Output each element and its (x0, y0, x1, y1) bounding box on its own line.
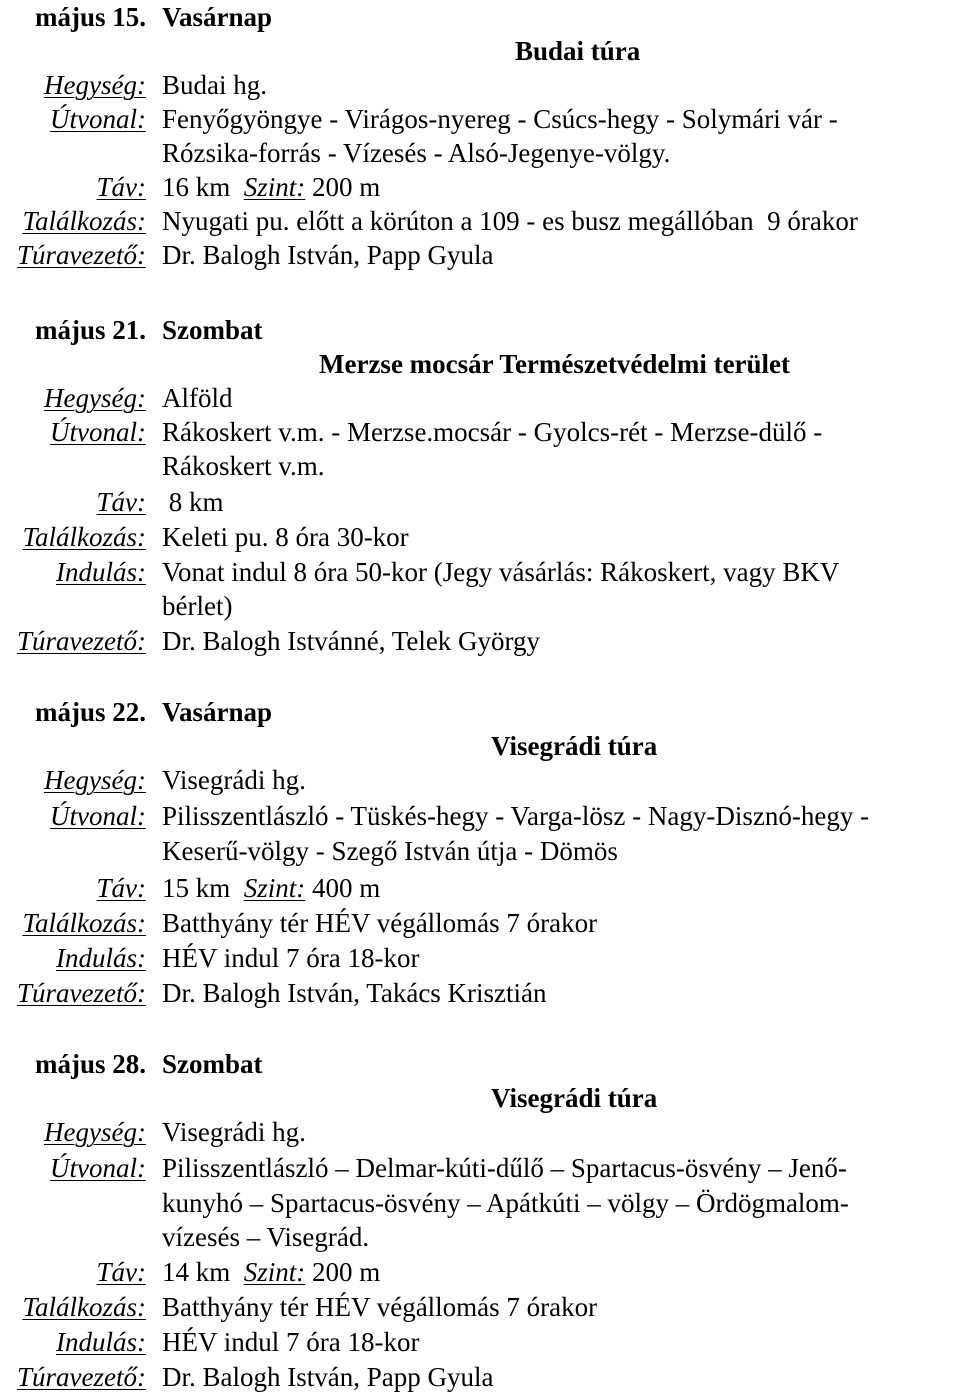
utvonal-line: Pilisszentlászló – Delmar-kúti-dűlő – Spartacus-ösvény – Jenő- (162, 1153, 847, 1183)
tav-label: Táv: (96, 487, 146, 517)
event-date: május 28. (34, 1049, 146, 1079)
event-title: Merzse mocsár Természetvédelmi terület (319, 349, 791, 379)
turavezeto-row (0, 1360, 960, 1394)
event-date: május 15. (34, 2, 146, 32)
turavezeto-row (0, 624, 960, 658)
utvonal-label: Útvonal: (50, 1153, 146, 1183)
talalkozas-row (0, 906, 960, 940)
event-date-row (0, 695, 960, 729)
hegyseg-value: Alföld (162, 383, 233, 413)
talalkozas-row (0, 204, 960, 238)
indulas-row (0, 941, 960, 975)
event-title-row (0, 347, 960, 381)
event-date-row (0, 313, 960, 347)
szint-value: 200 m (312, 1257, 381, 1287)
turavezeto-value: Dr. Balogh István, Papp Gyula (162, 1362, 494, 1392)
event-date: május 21. (34, 315, 146, 345)
tav-label: Táv: (96, 172, 146, 202)
event-date-row (0, 1047, 960, 1081)
utvonal-row-cont (0, 449, 960, 483)
turavezeto-label: Túravezető: (17, 626, 146, 656)
utvonal-row (0, 415, 960, 449)
szint-value: 200 m (312, 172, 381, 202)
talalkozas-label: Találkozás: (22, 522, 146, 552)
tav-value: 15 km (162, 873, 231, 903)
talalkozas-value: Keleti pu. 8 óra 30-kor (162, 522, 409, 552)
turavezeto-value: Dr. Balogh Istvánné, Telek György (162, 626, 541, 656)
tav-szint-values (162, 1255, 380, 1289)
tav-row (0, 485, 960, 519)
turavezeto-label: Túravezető: (17, 1362, 146, 1392)
szint-label: Szint: (243, 1257, 306, 1287)
event-title: Visegrádi túra (491, 731, 658, 761)
indulas-row-cont (0, 589, 960, 623)
szint-label: Szint: (243, 172, 306, 202)
turavezeto-value: Dr. Balogh István, Papp Gyula (162, 240, 494, 270)
utvonal-row (0, 1151, 960, 1185)
hegyseg-label: Hegység: (44, 1117, 146, 1147)
szint-value: 400 m (312, 873, 381, 903)
talalkozas-label: Találkozás: (22, 206, 146, 236)
hegyseg-row (0, 763, 960, 797)
hegyseg-row (0, 68, 960, 102)
turavezeto-label: Túravezető: (17, 978, 146, 1008)
turavezeto-row (0, 976, 960, 1010)
indulas-line: bérlet) (162, 591, 233, 621)
event-title-row (0, 34, 960, 68)
talalkozas-label: Találkozás: (22, 1292, 146, 1322)
tav-row (0, 170, 960, 204)
utvonal-row-cont (0, 136, 960, 170)
szint-label: Szint: (243, 873, 306, 903)
utvonal-line: kunyhó – Spartacus-ösvény – Apátkúti – völgy – Ördögmalom- (162, 1188, 849, 1218)
tav-value: 16 km (162, 172, 231, 202)
hegyseg-label: Hegység: (44, 383, 146, 413)
indulas-row (0, 555, 960, 589)
talalkozas-row (0, 1290, 960, 1324)
indulas-label: Indulás: (56, 943, 146, 973)
event-title: Budai túra (515, 36, 641, 66)
hegyseg-value: Visegrádi hg. (162, 765, 306, 795)
event-day: Vasárnap (162, 697, 273, 727)
utvonal-row-cont (0, 1220, 960, 1254)
tav-label: Táv: (96, 1257, 146, 1287)
talalkozas-row (0, 520, 960, 554)
utvonal-row (0, 799, 960, 833)
hegyseg-value: Budai hg. (162, 70, 267, 100)
turavezeto-value: Dr. Balogh István, Takács Krisztián (162, 978, 547, 1008)
indulas-line: Vonat indul 8 óra 50-kor (Jegy vásárlás: Rákoskert, vagy BKV (162, 557, 840, 587)
indulas-row (0, 1325, 960, 1359)
event-date-row (0, 0, 960, 34)
tav-row (0, 871, 960, 905)
turavezeto-row (0, 238, 960, 272)
utvonal-line: Rózsika-forrás - Vízesés - Alsó-Jegenye-völgy. (162, 138, 671, 168)
indulas-line: HÉV indul 7 óra 18-kor (162, 1327, 420, 1357)
tav-value: 8 km (162, 487, 224, 517)
utvonal-line: Pilisszentlászló - Tüskés-hegy - Varga-lösz - Nagy-Disznó-hegy - (162, 801, 870, 831)
event-day: Szombat (162, 315, 263, 345)
talalkozas-value: Nyugati pu. előtt a körúton a 109 - es busz megállóban 9 órakor (162, 206, 858, 236)
tav-szint-values (162, 871, 380, 905)
utvonal-line: Fenyőgyöngye - Virágos-nyereg - Csúcs-hegy - Solymári vár - (162, 104, 838, 134)
utvonal-label: Útvonal: (50, 104, 146, 134)
tav-row (0, 1255, 960, 1289)
utvonal-label: Útvonal: (50, 417, 146, 447)
talalkozas-label: Találkozás: (22, 908, 146, 938)
event-day: Vasárnap (162, 2, 273, 32)
event-date: május 22. (34, 697, 146, 727)
event-title-row (0, 1081, 960, 1115)
indulas-label: Indulás: (56, 557, 146, 587)
hegyseg-value: Visegrádi hg. (162, 1117, 306, 1147)
utvonal-line: Keserű-völgy - Szegő István útja - Dömös (162, 836, 618, 866)
hegyseg-label: Hegység: (44, 70, 146, 100)
hegyseg-label: Hegység: (44, 765, 146, 795)
utvonal-row-cont (0, 1186, 960, 1220)
utvonal-line: Rákoskert v.m. - Merzse.mocsár - Gyolcs-rét - Merzse-dülő - (162, 417, 823, 447)
event-day: Szombat (162, 1049, 263, 1079)
event-title-row (0, 729, 960, 763)
hegyseg-row (0, 381, 960, 415)
talalkozas-value: Batthyány tér HÉV végállomás 7 órakor (162, 908, 598, 938)
utvonal-line: Rákoskert v.m. (162, 451, 325, 481)
utvonal-row-cont (0, 834, 960, 868)
indulas-label: Indulás: (56, 1327, 146, 1357)
hegyseg-row (0, 1115, 960, 1149)
indulas-line: HÉV indul 7 óra 18-kor (162, 943, 420, 973)
talalkozas-value: Batthyány tér HÉV végállomás 7 órakor (162, 1292, 598, 1322)
tav-szint-values (162, 170, 380, 204)
utvonal-row (0, 102, 960, 136)
tav-label: Táv: (96, 873, 146, 903)
event-title: Visegrádi túra (491, 1083, 658, 1113)
tav-value: 14 km (162, 1257, 231, 1287)
turavezeto-label: Túravezető: (17, 240, 146, 270)
utvonal-line: vízesés – Visegrád. (162, 1222, 370, 1252)
utvonal-label: Útvonal: (50, 801, 146, 831)
